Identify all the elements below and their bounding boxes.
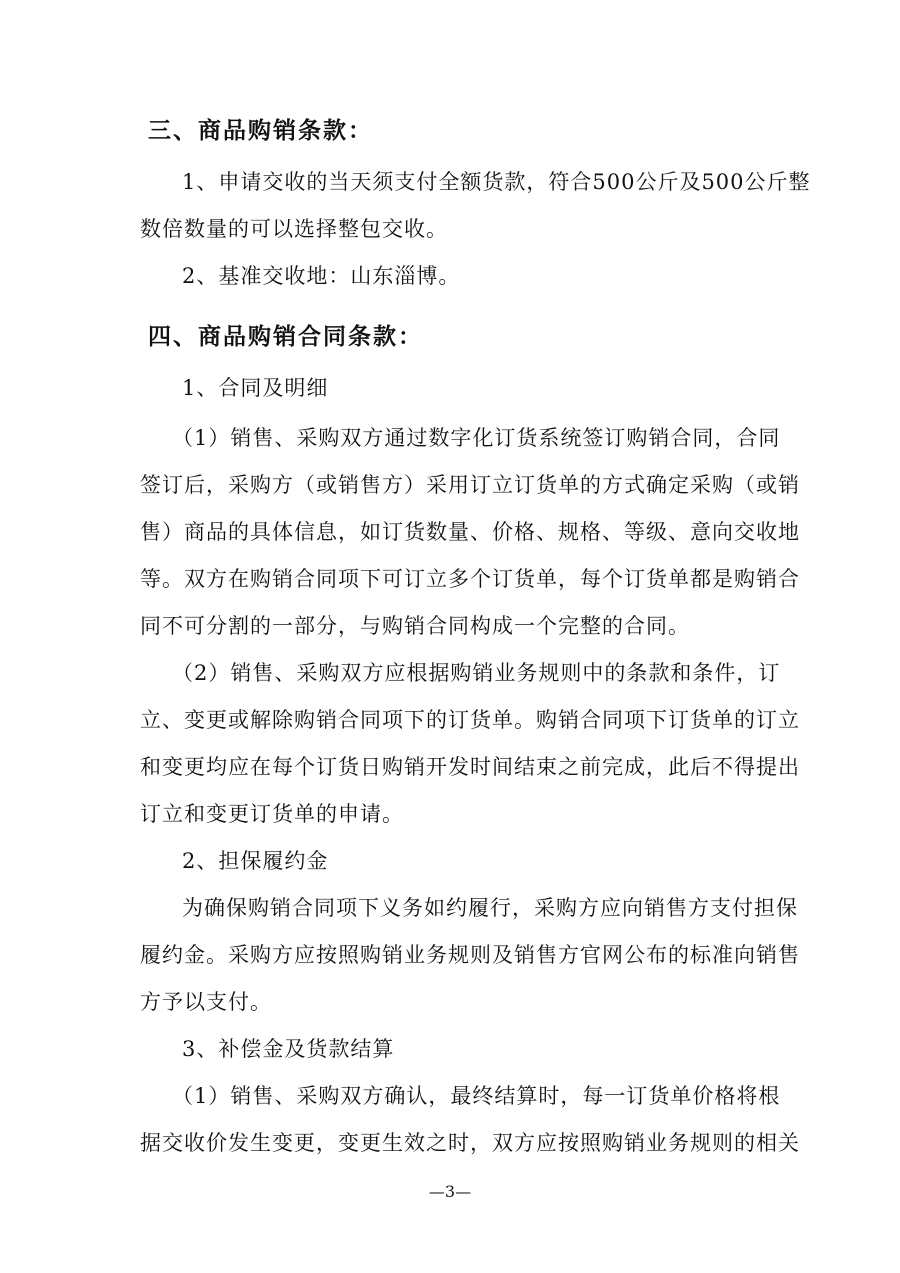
item-2-line-4: 订立和变更订货单的申请。	[140, 802, 404, 826]
guarantee-line-1: 为确保购销合同项下义务如约履行，采购方应向销售方支付担保	[182, 896, 798, 920]
section-3-para-2: 2、基准交收地：山东淄博。	[182, 264, 461, 288]
compensation-line-2: 据交收价发生变更，变更生效之时，双方应按照购销业务规则的相关	[140, 1131, 800, 1155]
item-1-line-1: （1）销售、采购双方通过数字化订货系统签订购销合同，合同	[172, 426, 781, 450]
subsection-1-heading: 1、合同及明细	[182, 376, 329, 400]
page-number: —3—	[428, 1182, 472, 1201]
section-3-heading: 三、商品购销条款：	[148, 118, 373, 144]
item-1-line-4: 等。双方在购销合同项下可订立多个订货单，每个订货单都是购销合	[140, 567, 800, 591]
section-4-heading: 四、商品购销合同条款：	[148, 324, 423, 350]
subsection-3-heading: 3、补偿金及货款结算	[182, 1037, 395, 1061]
item-2-line-2: 立、变更或解除购销合同项下的订货单。购销合同项下订货单的订立	[140, 708, 800, 732]
compensation-line-1: （1）销售、采购双方确认，最终结算时，每一订货单价格将根	[172, 1084, 781, 1108]
item-2-line-3: 和变更均应在每个订货日购销开发时间结束之前完成，此后不得提出	[140, 755, 800, 779]
item-2-line-1: （2）销售、采购双方应根据购销业务规则中的条款和条件，订	[172, 661, 781, 685]
item-1-line-2: 签订后，采购方（或销售方）采用订立订货单的方式确定采购（或销	[140, 473, 800, 497]
guarantee-line-2: 履约金。采购方应按照购销业务规则及销售方官网公布的标准向销售	[140, 943, 800, 967]
item-1-line-3: 售）商品的具体信息，如订货数量、价格、规格、等级、意向交收地	[140, 520, 800, 544]
subsection-2-heading: 2、担保履约金	[182, 849, 329, 873]
guarantee-line-3: 方予以支付。	[140, 990, 272, 1014]
item-1-line-5: 同不可分割的一部分，与购销合同构成一个完整的合同。	[140, 614, 690, 638]
section-3-para-1-line-2: 数倍数量的可以选择整包交收。	[140, 217, 448, 241]
section-3-para-1-line-1: 1、申请交收的当天须支付全额货款，符合500公斤及500公斤整	[182, 170, 811, 194]
